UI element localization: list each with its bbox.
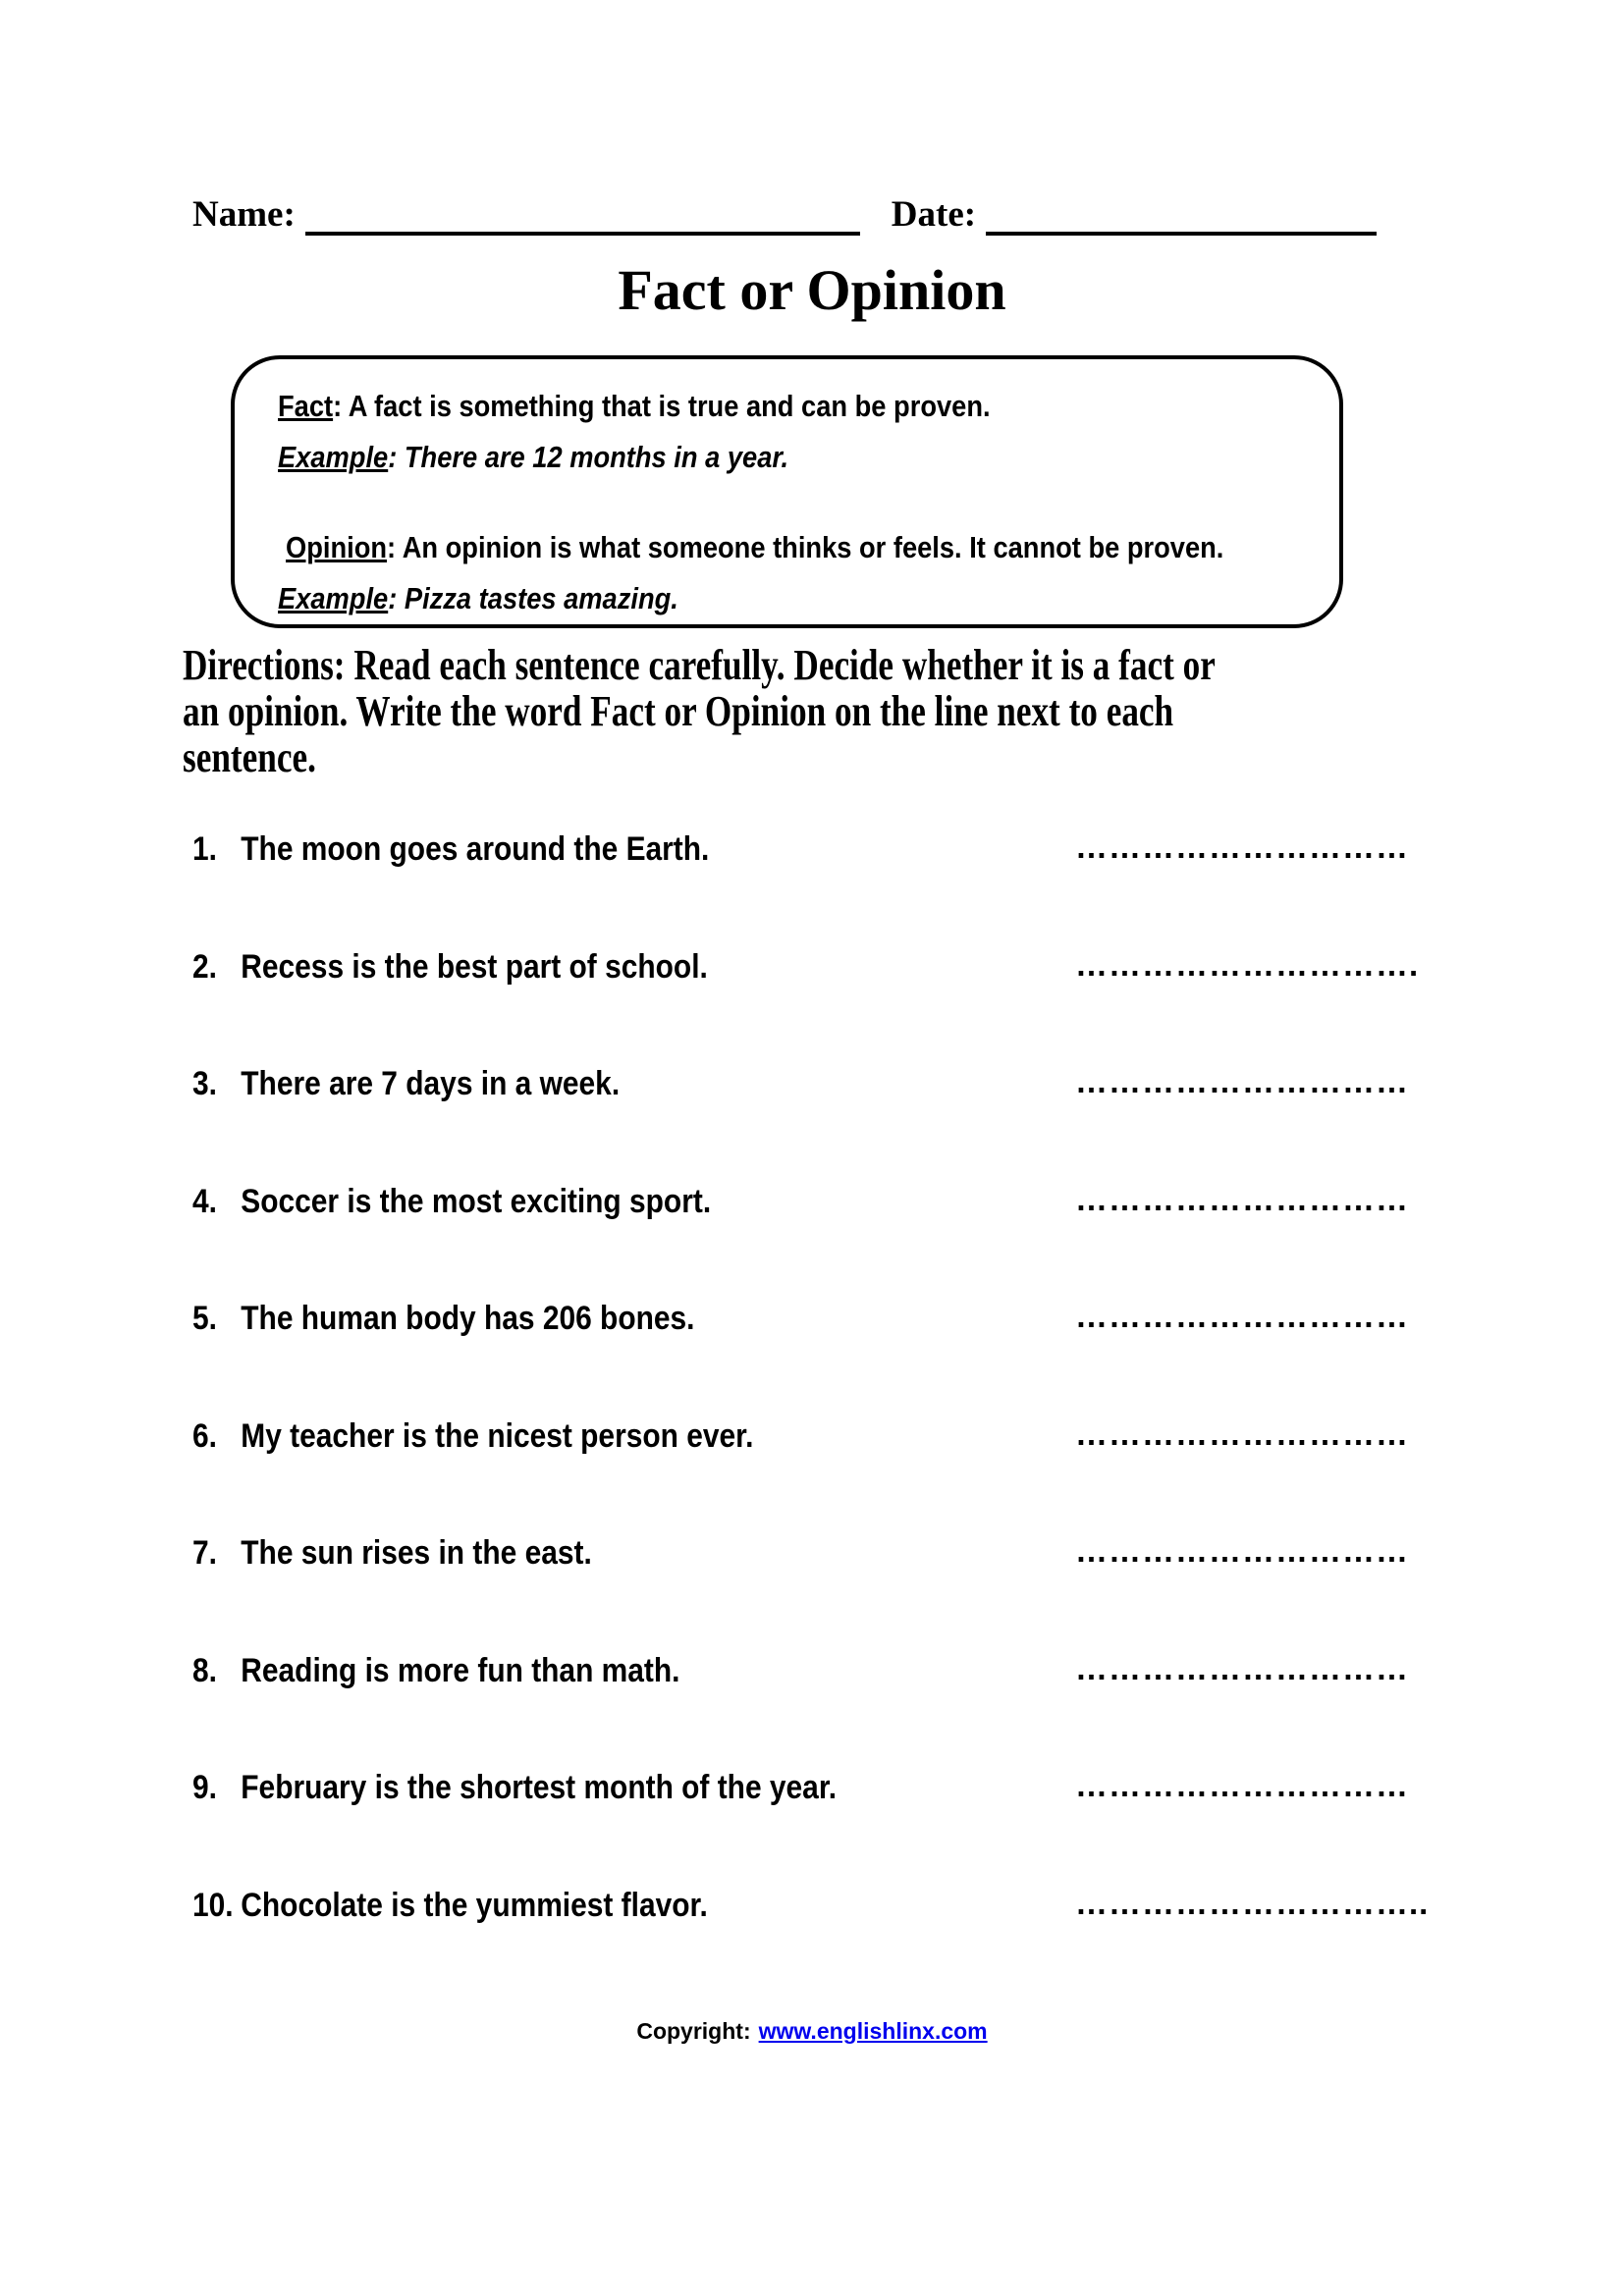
fact-definition (278, 383, 1339, 430)
item-number: 1. (192, 830, 217, 868)
fact-example-text: : There are 12 months in a year. (388, 440, 789, 474)
copyright-link[interactable]: www.englishlinx.com (758, 2018, 988, 2044)
opinion-example-text: : Pizza tastes amazing. (388, 581, 678, 615)
date-label: Date: (891, 194, 977, 236)
fact-term: Fact (278, 389, 334, 423)
opinion-term: Opinion (286, 530, 388, 564)
answer-line: ………………………… (1075, 1298, 1409, 1334)
directions-line-2: an opinion. Write the word Fact or Opinion on the line next to each (183, 687, 1174, 735)
definition-box (231, 355, 1343, 628)
item-number: 7. (192, 1534, 217, 1572)
item-number: 8. (192, 1651, 217, 1689)
directions (183, 642, 1474, 780)
item-number: 6. (192, 1416, 217, 1455)
item-sentence: My teacher is the nicest person ever. (241, 1416, 754, 1455)
directions-line-1: Directions: Read each sentence carefully. Decide whether it is a fact or (183, 641, 1216, 689)
opinion-example (278, 575, 1339, 622)
list-item (192, 1417, 1469, 1535)
item-number: 9. (192, 1769, 217, 1806)
item-sentence: The sun rises in the east. (241, 1534, 592, 1572)
page-title: Fact or Opinion (618, 258, 1006, 322)
item-sentence: The human body has 206 bones. (241, 1300, 695, 1337)
directions-line-3: sentence. (183, 733, 316, 781)
fact-definition-text: : A fact is something that is true and can be proven. (333, 389, 991, 423)
footer (0, 2018, 1624, 2045)
item-sentence: The moon goes around the Earth. (241, 830, 710, 868)
answer-line: …………………………. (1075, 945, 1420, 983)
name-blank-line (305, 192, 860, 236)
header (192, 192, 1430, 236)
item-number: 3. (192, 1065, 217, 1102)
name-label: Name: (192, 194, 296, 236)
item-sentence: Recess is the best part of school. (241, 947, 708, 986)
list-item (192, 945, 1469, 1066)
answer-line: ………………………… (1075, 1767, 1409, 1803)
opinion-definition (278, 524, 1339, 571)
opinion-definition-text: : An opinion is what someone thinks or feels. It cannot be proven. (387, 530, 1224, 564)
list-item (192, 1534, 1469, 1652)
list-item (192, 830, 1469, 948)
item-number: 4. (192, 1182, 217, 1220)
answer-line: ………………………… (1075, 1415, 1409, 1452)
item-number: 2. (192, 947, 217, 986)
item-sentence: Reading is more fun than math. (241, 1651, 680, 1689)
item-sentence: There are 7 days in a week. (241, 1065, 621, 1102)
answer-line: ………………………….. (1075, 1884, 1430, 1921)
list-item (192, 1649, 1469, 1770)
list-item (192, 1300, 1469, 1417)
opinion-example-term: Example (278, 581, 389, 615)
fact-example-term: Example (278, 440, 389, 474)
answer-line: ………………………… (1075, 1180, 1409, 1217)
item-sentence: February is the shortest month of the year. (241, 1769, 838, 1806)
list-item (192, 1884, 1469, 2004)
item-number: 5. (192, 1300, 217, 1337)
answer-line: ………………………… (1075, 1532, 1409, 1569)
list-item (192, 1065, 1469, 1183)
fact-example (278, 434, 1339, 481)
answer-line: ………………………… (1075, 1063, 1409, 1099)
sentence-list (192, 830, 1469, 2003)
copyright-label: Copyright: (636, 2018, 751, 2044)
list-item (192, 1769, 1469, 1887)
answer-line: ………………………… (1075, 1649, 1409, 1686)
date-blank-line (986, 192, 1377, 236)
item-number: 10. (192, 1886, 234, 1924)
answer-line: ………………………… (1075, 828, 1409, 865)
item-sentence: Chocolate is the yummiest flavor. (241, 1886, 708, 1924)
item-sentence: Soccer is the most exciting sport. (241, 1182, 712, 1220)
list-item (192, 1180, 1469, 1301)
